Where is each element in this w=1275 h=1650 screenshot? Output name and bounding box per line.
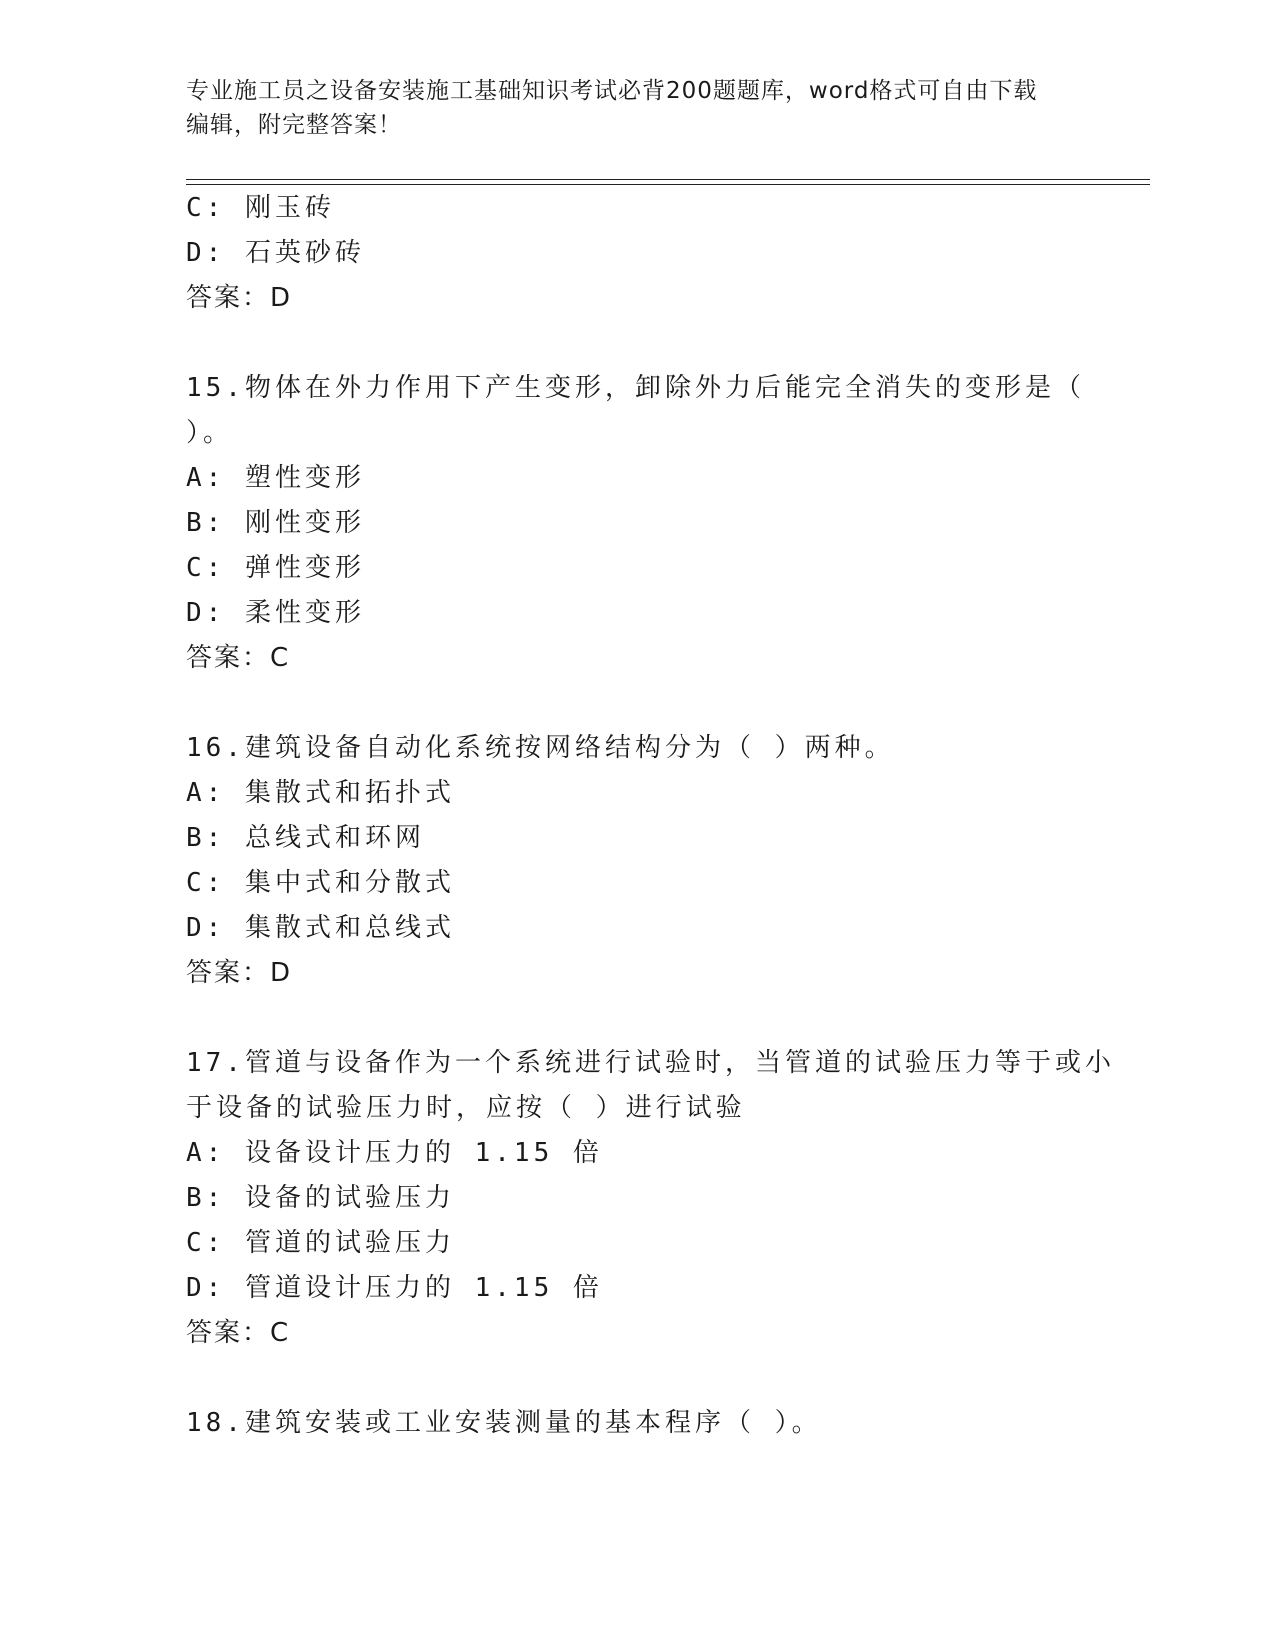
q16-option-d: D: 集散式和总线式 — [186, 913, 455, 943]
q15-option-a: A: 塑性变形 — [186, 463, 365, 493]
q16-option-c: C: 集中式和分散式 — [186, 868, 455, 898]
q17-stem-line-1: 17.管道与设备作为一个系统进行试验时，当管道的试验压力等于或小 — [186, 1048, 1115, 1078]
q17-option-c: C: 管道的试验压力 — [186, 1228, 455, 1258]
q17-option-b: B: 设备的试验压力 — [186, 1183, 455, 1213]
header-divider-bottom — [186, 184, 1150, 185]
q15-stem-line-2: ）。 — [186, 418, 234, 448]
q15-option-b: B: 刚性变形 — [186, 508, 365, 538]
header-title-line-2: 编辑，附完整答案！ — [186, 112, 402, 138]
q15-answer: 答案：C — [186, 643, 291, 673]
q18-stem-line-1: 18.建筑安装或工业安装测量的基本程序（ ）。 — [186, 1408, 822, 1438]
q14-option-c: C: 刚玉砖 — [186, 193, 335, 223]
header-title-line-1: 专业施工员之设备安装施工基础知识考试必背200题题库，word格式可自由下载 — [186, 78, 1038, 104]
q17-stem-line-2: 于设备的试验压力时，应按（ ）进行试验 — [186, 1093, 746, 1123]
q15-option-d: D: 柔性变形 — [186, 598, 365, 628]
q15-stem-line-1: 15.物体在外力作用下产生变形，卸除外力后能完全消失的变形是（ — [186, 373, 1085, 403]
document-header — [186, 74, 1086, 142]
q14-option-d: D: 石英砂砖 — [186, 238, 365, 268]
q14-answer: 答案：D — [186, 283, 293, 313]
q16-option-b: B: 总线式和环网 — [186, 823, 425, 853]
q17-answer: 答案：C — [186, 1318, 291, 1348]
q16-answer: 答案：D — [186, 958, 293, 988]
q16-stem-line-1: 16.建筑设备自动化系统按网络结构分为（ ）两种。 — [186, 733, 895, 763]
q15-option-c: C: 弹性变形 — [186, 553, 365, 583]
q16-option-a: A: 集散式和拓扑式 — [186, 778, 455, 808]
q17-option-d: D: 管道设计压力的 1.15 倍 — [186, 1273, 603, 1303]
header-divider-top — [186, 179, 1150, 180]
q17-option-a: A: 设备设计压力的 1.15 倍 — [186, 1138, 603, 1168]
